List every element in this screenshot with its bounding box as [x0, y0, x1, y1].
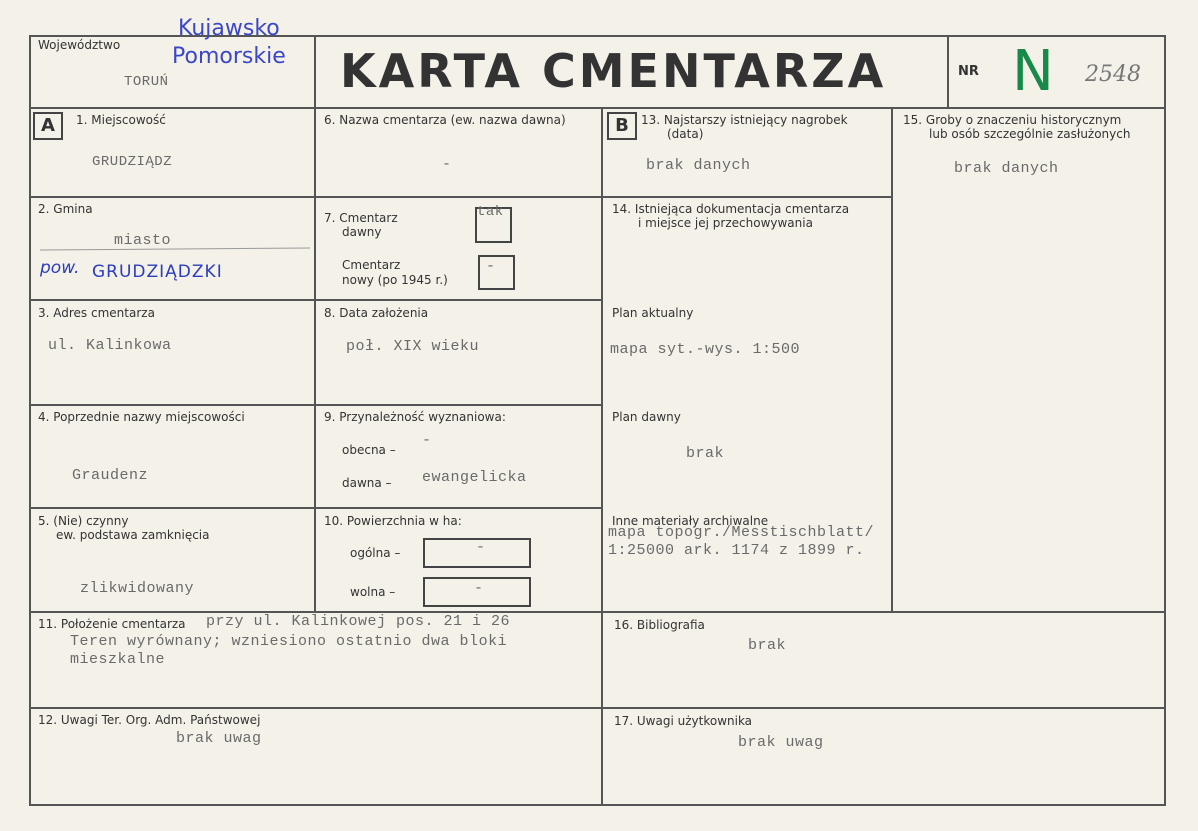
plan-aktualny-label: Plan aktualny: [612, 306, 694, 320]
f2-value: miasto: [114, 232, 172, 249]
plan-dawny-value: brak: [686, 445, 725, 462]
wojewodztwo-label: Województwo: [38, 38, 121, 52]
section-b-marker: B: [607, 112, 637, 140]
f11-value-2: Teren wyrównany; wzniesiono ostatnio dwa bloki: [70, 633, 508, 650]
f5-value: zlikwidowany: [80, 580, 195, 597]
f12-label: 12. Uwagi Ter. Org. Adm. Państwowej: [38, 713, 261, 727]
f8-label: 8. Data założenia: [324, 306, 429, 320]
f16-value: brak: [748, 637, 787, 654]
inne-materialy-label: Inne materiały archiwalne: [612, 514, 769, 528]
f3-value: ul. Kalinkowa: [48, 337, 172, 354]
nr-letter: N: [1012, 39, 1054, 104]
f10-wolna-value: -: [474, 580, 484, 597]
nr-number: 2548: [1085, 62, 1141, 87]
f14-label-2: i miejsce jej przechowywania: [638, 216, 813, 230]
f7-nowy-checkbox: [478, 255, 515, 290]
f13-value: brak danych: [646, 157, 751, 174]
f11-value-3: mieszkalne: [70, 651, 166, 668]
f2-hand-prefix: pow.: [40, 258, 80, 278]
f16-label: 16. Bibliografia: [614, 618, 705, 632]
f7b-value: -: [486, 258, 496, 275]
plan-dawny-label: Plan dawny: [612, 410, 681, 424]
inne-materialy-value-2: 1:25000 ark. 1174 z 1899 r.: [608, 542, 865, 559]
f5-label-2: ew. podstawa zamknięcia: [56, 528, 210, 542]
inne-materialy-value-1: mapa topogr./Messtischblatt/: [608, 524, 875, 541]
f1-label: 1. Miejscowość: [76, 113, 166, 127]
nr-label: NR: [958, 64, 979, 79]
f7b-label-2: nowy (po 1945 r.): [342, 273, 448, 287]
f2-label: 2. Gmina: [38, 202, 93, 216]
f13-label-1: 13. Najstarszy istniejący nagrobek: [641, 113, 848, 127]
f9-obecna-label: obecna –: [342, 443, 396, 457]
f14-label-1: 14. Istniejąca dokumentacja cmentarza: [612, 202, 850, 216]
f17-label: 17. Uwagi użytkownika: [614, 714, 753, 728]
section-a-marker: A: [33, 112, 63, 140]
f6-value: -: [442, 156, 452, 173]
f10-ogolna-value: -: [476, 539, 486, 556]
f15-value: brak danych: [954, 160, 1059, 177]
f9-dawna-label: dawna –: [342, 476, 392, 490]
f7-label-2: dawny: [342, 225, 382, 239]
f15-label-1: 15. Groby o znaczeniu historycznym: [903, 113, 1122, 127]
page-title: KARTA CMENTARZA: [340, 44, 887, 98]
f6-label: 6. Nazwa cmentarza (ew. nazwa dawna): [324, 113, 566, 127]
f10-wolna-label: wolna –: [350, 585, 396, 599]
f9-label: 9. Przynależność wyznaniowa:: [324, 410, 506, 424]
f13-label-2: (data): [667, 127, 704, 141]
f4-label: 4. Poprzednie nazwy miejscowości: [38, 410, 245, 424]
f8-value: poł. XIX wieku: [346, 338, 480, 355]
f11-value-1: przy ul. Kalinkowej pos. 21 i 26: [206, 613, 511, 630]
f5-label-1: 5. (Nie) czynny: [38, 514, 129, 528]
f9-obecna-value: -: [422, 432, 432, 449]
f7-value: tak: [477, 204, 504, 220]
f10-ogolna-label: ogólna –: [350, 546, 401, 560]
f11-label: 11. Położenie cmentarza: [38, 617, 186, 631]
f7b-label-1: Cmentarz: [342, 258, 401, 272]
wojewodztwo-value: TORUŃ: [124, 74, 169, 90]
f3-label: 3. Adres cmentarza: [38, 306, 155, 320]
f7-label-1: 7. Cmentarz: [324, 211, 398, 225]
f9-dawna-value: ewangelicka: [422, 469, 527, 486]
f10-label: 10. Powierzchnia w ha:: [324, 514, 462, 528]
f4-value: Graudenz: [72, 467, 149, 484]
f12-value: brak uwag: [176, 730, 262, 747]
f17-value: brak uwag: [738, 734, 824, 751]
stamp-line-1: Kujawsko: [178, 16, 280, 41]
plan-aktualny-value: mapa syt.-wys. 1:500: [610, 341, 801, 358]
f2-hand-value: GRUDZIĄDZKI: [92, 262, 223, 282]
stamp-line-2: Pomorskie: [172, 44, 286, 69]
f15-label-2: lub osób szczególnie zasłużonych: [929, 127, 1131, 141]
f1-value: GRUDZIĄDZ: [92, 154, 173, 170]
